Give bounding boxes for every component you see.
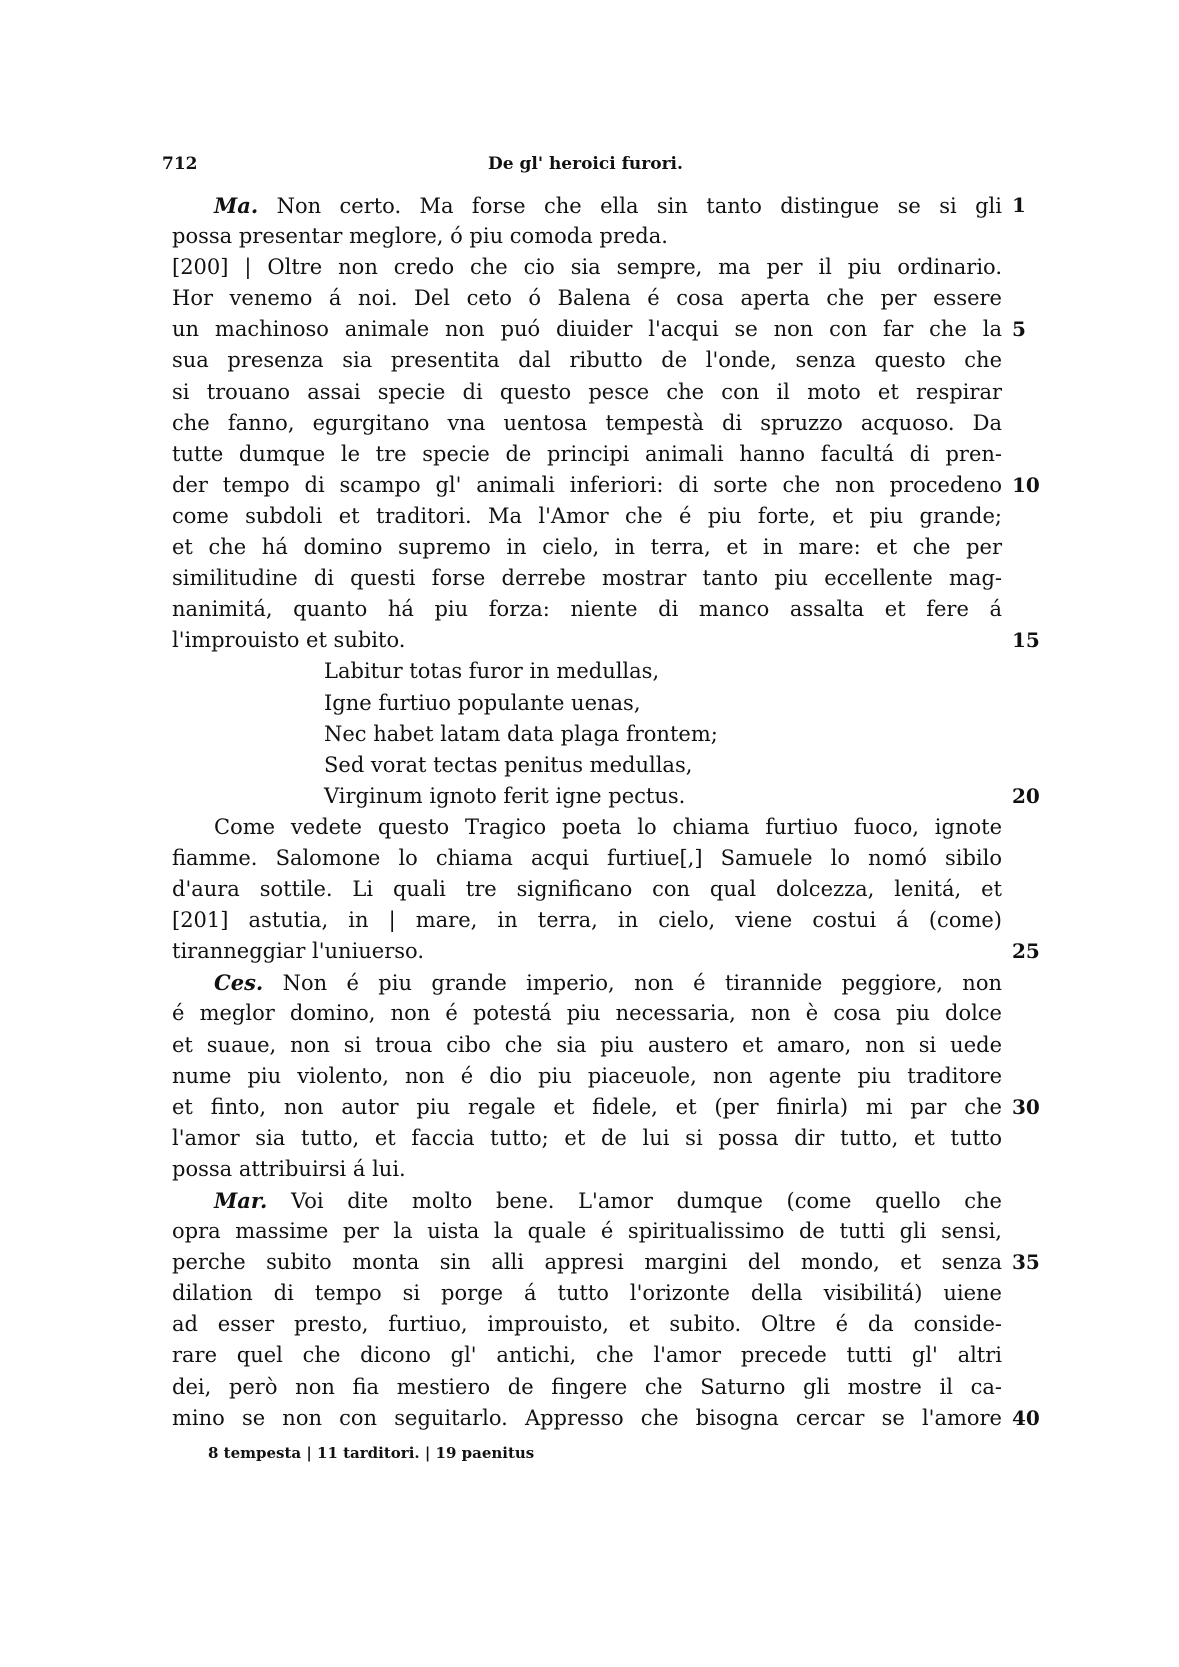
line-number: 1: [1012, 193, 1026, 217]
line-number: 30: [1012, 1094, 1040, 1119]
line-text: [172, 1278, 1002, 1309]
line-text: [172, 345, 1002, 376]
line-content: Voi dite molto bene. L'amor dumque (come quello che: [267, 1189, 1002, 1213]
text-line: [172, 1061, 1002, 1092]
line-content: d'aura sottile. Li quali tre significano con qual dolcezza, lenitá, et: [172, 877, 1002, 902]
line-content: [200] | Oltre non credo che cio sia sempre, ma per il piu ordinario.: [172, 255, 1002, 280]
line-text: [172, 656, 1002, 687]
line-content: Hor venemo á noi. Del ceto ó Balena é cosa aperta che per essere: [172, 286, 1002, 311]
line-content: come subdoli et traditori. Ma l'Amor che é piu forte, et piu grande;: [172, 503, 1002, 528]
text-line: [172, 1372, 1002, 1403]
text-line: [172, 750, 1002, 781]
line-text: [172, 936, 1002, 967]
line-content: l'amor sia tutto, et faccia tutto; et de lui si possa dir tutto, et tutto: [172, 1125, 1002, 1150]
line-text: [172, 1340, 1002, 1371]
speaker-label: Mar.: [214, 1188, 268, 1213]
line-content: Nec habet latam data plaga frontem;: [324, 721, 718, 746]
line-text: [172, 1372, 1002, 1403]
line-content: Virginum ignoto ferit igne pectus.: [324, 783, 686, 808]
line-content: et che há domino supremo in cielo, in terra, et in mare: et che per: [172, 535, 1002, 560]
speaker-label: Ma.: [214, 193, 259, 218]
line-content: Labitur totas furor in medullas,: [324, 659, 660, 684]
line-text: [172, 1123, 1002, 1154]
body-text: [172, 190, 1040, 1434]
text-line: [172, 408, 1002, 439]
line-text: [172, 377, 1002, 408]
line-text: [172, 1092, 1002, 1123]
text-line: [172, 625, 1040, 656]
line-text: [172, 812, 1002, 843]
text-line: [172, 1340, 1002, 1371]
line-text: [172, 408, 1002, 439]
line-text: [172, 1247, 1002, 1278]
text-line: [172, 221, 1002, 252]
text-line: [172, 1247, 1040, 1278]
text-line: [172, 439, 1002, 470]
text-line: [172, 345, 1002, 376]
line-content: tiranneggiar l'uniuerso.: [172, 939, 424, 964]
line-content: che fanno, egurgitano vna uentosa tempestà di spruzzo acquoso. Da: [172, 410, 1002, 435]
line-text: [172, 1403, 1002, 1434]
page-number: 712: [162, 154, 198, 174]
text-line: [172, 1278, 1002, 1309]
line-content: dilation di tempo si porge á tutto l'orizonte della visibilitá) uiene: [172, 1281, 1002, 1306]
line-content: é meglor domino, non é potestá piu necessaria, non è cosa piu dolce: [172, 1001, 1002, 1026]
text-line: [172, 905, 1002, 936]
line-text: [172, 967, 1002, 999]
line-number: 15: [1012, 628, 1040, 653]
line-text: [172, 221, 1002, 252]
text-line: [172, 1154, 1002, 1185]
line-content: nume piu violento, non é dio piu piaceuole, non agente piu traditore: [172, 1063, 1002, 1088]
line-text: [172, 874, 1002, 905]
text-line: [172, 377, 1002, 408]
text-line: [172, 967, 1002, 998]
text-line: [172, 719, 1002, 750]
text-line: [172, 1123, 1002, 1154]
text-line: [172, 998, 1002, 1029]
line-number: 5: [1012, 317, 1026, 342]
line-text: [172, 1185, 1002, 1217]
text-line: [172, 1185, 1002, 1216]
text-line: [172, 190, 1026, 221]
line-number: 25: [1012, 939, 1040, 964]
text-line: [172, 1216, 1002, 1247]
text-line: [172, 812, 1002, 843]
footnote: 8 tempesta | 11 tarditori. | 19 paenitus: [208, 1444, 535, 1462]
line-text: [172, 314, 1002, 345]
line-text: [172, 532, 1002, 563]
line-content: dei, però non fia mestiero de fingere che Saturno gli mostre il ca-: [172, 1374, 1002, 1399]
line-content: l'improuisto et subito.: [172, 628, 406, 653]
text-line: [172, 532, 1002, 563]
line-text: [172, 905, 1002, 936]
text-line: [172, 1030, 1002, 1061]
line-content: perche subito monta sin alli appresi margini del mondo, et senza: [172, 1250, 1002, 1275]
line-number: 20: [1012, 783, 1040, 808]
line-text: [172, 439, 1002, 470]
line-text: [172, 781, 1002, 812]
line-text: [172, 998, 1002, 1029]
text-line: [172, 656, 1002, 687]
line-content: Sed vorat tectas penitus medullas,: [324, 752, 693, 777]
text-line: [172, 1092, 1040, 1123]
text-line: [172, 501, 1002, 532]
line-content: [201] astutia, in | mare, in terra, in cielo, viene costui á (come): [172, 908, 1002, 933]
line-text: [172, 1154, 1002, 1185]
line-content: un machinoso animale non puó diuider l'acqui se non con far che la: [172, 317, 1002, 342]
line-content: et finto, non autor piu regale et fidele, et (per finirla) mi par che: [172, 1094, 1002, 1119]
line-text: [172, 563, 1002, 594]
text-line: [172, 594, 1002, 625]
line-text: [172, 688, 1002, 719]
line-text: [172, 470, 1002, 501]
running-title: De gl' heroici furori.: [488, 154, 683, 174]
text-line: [172, 781, 1040, 812]
line-text: [172, 1216, 1002, 1247]
line-text: [172, 283, 1002, 314]
line-content: possa presentar meglore, ó piu comoda preda.: [172, 224, 668, 249]
line-text: [172, 750, 1002, 781]
line-text: [172, 843, 1002, 874]
line-text: [172, 1030, 1002, 1061]
line-content: opra massime per la uista la quale é spiritualissimo de tutti gli sensi,: [172, 1219, 1002, 1244]
text-line: [172, 936, 1040, 967]
text-line: [172, 874, 1002, 905]
running-header: [162, 154, 1022, 184]
line-content: Come vedete questo Tragico poeta lo chiama furtiuo fuoco, ignote: [214, 814, 1002, 839]
line-number: 40: [1012, 1405, 1040, 1430]
line-content: et suaue, non si troua cibo che sia piu austero et amaro, non si uede: [172, 1032, 1002, 1057]
text-line: [172, 314, 1026, 345]
line-content: Non é piu grande imperio, non é tirannide peggiore, non: [263, 971, 1002, 996]
text-line: [172, 1309, 1002, 1340]
line-text: [172, 1309, 1002, 1340]
line-content: nanimitá, quanto há piu forza: niente di manco assalta et fere á: [172, 597, 1002, 622]
text-line: [172, 843, 1002, 874]
speaker-label: Ces.: [214, 970, 264, 996]
line-content: mino se non con seguitarlo. Appresso che bisogna cercar se l'amore: [172, 1405, 1002, 1430]
line-number: 10: [1012, 472, 1040, 497]
line-content: possa attribuirsi á lui.: [172, 1156, 406, 1181]
line-text: [172, 190, 1002, 222]
text-line: [172, 283, 1002, 314]
line-text: [172, 252, 1002, 283]
text-line: [172, 1403, 1040, 1434]
line-content: sua presenza sia presentita dal ributto de l'onde, senza questo che: [172, 348, 1002, 373]
line-content: ad esser presto, furtiuo, improuisto, et subito. Oltre é da conside-: [172, 1312, 1002, 1337]
text-line: [172, 688, 1002, 719]
text-line: [172, 563, 1002, 594]
line-text: [172, 1061, 1002, 1092]
line-content: similitudine di questi forse derrebe mostrar tanto piu eccellente mag-: [172, 566, 1002, 591]
line-content: Non certo. Ma forse che ella sin tanto distingue se si gli: [258, 194, 1002, 218]
text-line: [172, 470, 1040, 501]
line-content: tutte dumque le tre specie de principi animali hanno facultá di pren-: [172, 441, 1002, 466]
line-text: [172, 719, 1002, 750]
line-content: rare quel che dicono gl' antichi, che l'amor precede tutti gl' altri: [172, 1343, 1002, 1368]
line-content: fiamme. Salomone lo chiama acqui furtiue[,] Samuele lo nomó sibilo: [172, 845, 1002, 870]
line-text: [172, 594, 1002, 625]
line-text: [172, 625, 1002, 656]
line-content: Igne furtiuo populante uenas,: [324, 690, 641, 715]
line-number: 35: [1012, 1250, 1040, 1275]
text-line: [172, 252, 1002, 283]
line-text: [172, 501, 1002, 532]
line-content: si trouano assai specie di questo pesce che con il moto et respirar: [172, 379, 1002, 404]
line-content: der tempo di scampo gl' animali inferiori: di sorte che non procedeno: [172, 472, 1002, 497]
